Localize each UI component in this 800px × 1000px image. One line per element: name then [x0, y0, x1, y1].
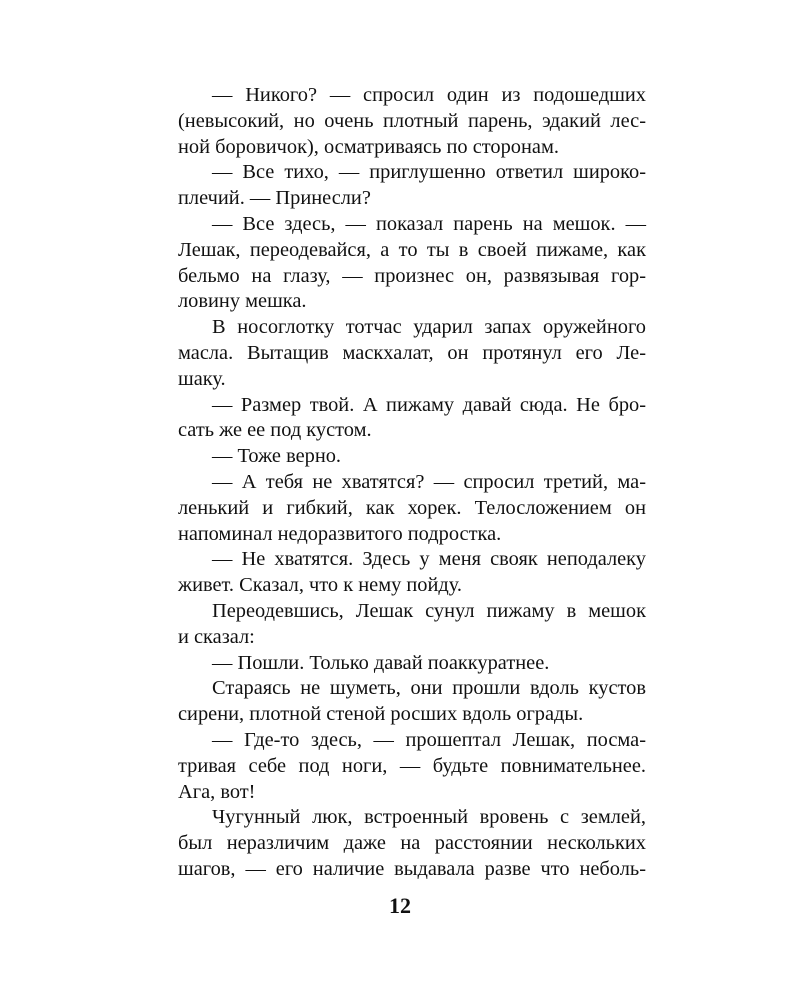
text-line: ной боровичок), осматриваясь по сторонам.	[178, 135, 559, 158]
body-text	[178, 83, 646, 883]
text-line: (невысокий, но очень плотный парень, эдакий лес-	[178, 109, 646, 132]
text-line: Чугунный люк, встроенный вровень с землей,	[212, 806, 646, 829]
text-line: В носоглотку тотчас ударил запах оружейного	[212, 316, 646, 339]
text-line: Стараясь не шуметь, они прошли вдоль кустов	[212, 677, 646, 700]
text-line: ловину мешка.	[178, 290, 307, 313]
text-line: Переодевшись, Лешак сунул пижаму в мешок	[212, 599, 646, 622]
text-line: — Пошли. Только давай поаккуратнее.	[212, 651, 550, 674]
text-line: Лешак, переодевайся, а то ты в своей пижаме, как	[178, 238, 646, 261]
text-line: сать же ее под кустом.	[178, 419, 372, 442]
text-line: — Где-то здесь, — прошептал Лешак, посма-	[212, 728, 646, 751]
page-number: 12	[389, 893, 411, 918]
text-line: бельмо на глазу, — произнес он, развязывая гор-	[178, 264, 646, 287]
text-line: Ага, вот!	[178, 780, 256, 803]
text-line: шагов, — его наличие выдавала разве что неболь-	[178, 857, 646, 880]
text-line: напоминал недоразвитого подростка.	[178, 522, 502, 545]
text-line: — Тоже верно.	[212, 445, 342, 468]
text-line: сирени, плотной стеной росших вдоль ограды.	[178, 703, 584, 726]
text-line: — Все тихо, — приглушенно ответил широко-	[212, 161, 646, 184]
text-line: ленький и гибкий, как хорек. Телосложением он	[178, 496, 646, 519]
text-line: — Никого? — спросил один из подошедших	[212, 84, 646, 106]
text-line: — Размер твой. А пижаму давай сюда. Не бро-	[212, 393, 646, 416]
text-line: — Не хватятся. Здесь у меня свояк неподалеку	[212, 548, 646, 571]
text-line: и сказал:	[178, 625, 255, 648]
text-line: был неразличим даже на расстоянии нескольких	[178, 832, 646, 855]
text-line: живет. Сказал, что к нему пойду.	[178, 574, 463, 597]
text-line: масла. Вытащив маскхалат, он протянул его Ле-	[178, 341, 646, 364]
text-line: тривая себе под ноги, — будьте повнимательнее.	[178, 754, 646, 777]
text-line: плечий. — Принесли?	[178, 187, 371, 210]
text-line: — Все здесь, — показал парень на мешок. —	[212, 212, 646, 235]
text-line: шаку.	[178, 367, 226, 390]
text-line: — А тебя не хватятся? — спросил третий, ма-	[212, 470, 646, 493]
